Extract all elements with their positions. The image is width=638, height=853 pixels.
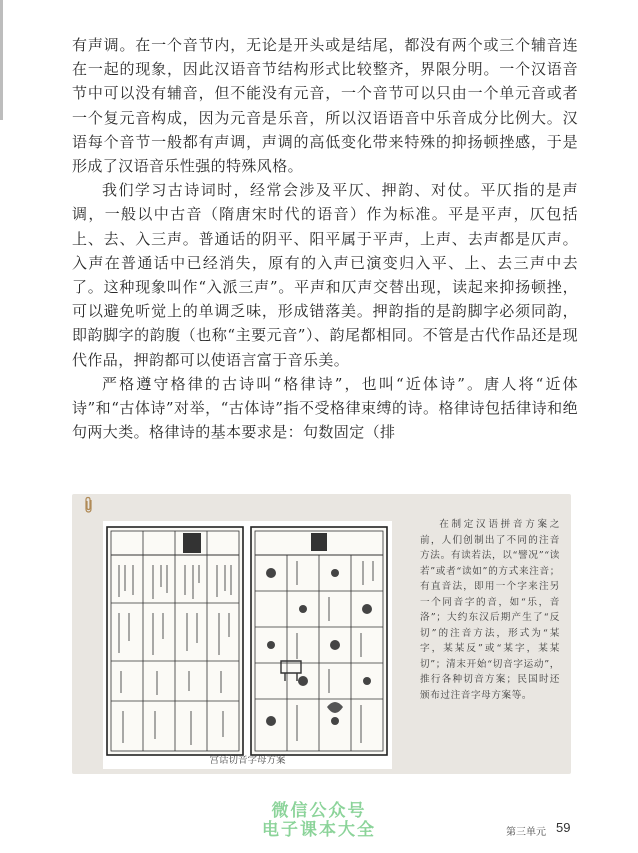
side-note: 在制定汉语拼音方案之前，人们创制出了不同的注音方法。有读若法，以“譬况”“读若”或者“读如”的方式来注音；有直音法，即用一个字来注另一个同音字的音，如“乐，音洛”；大约东汉后期产生了“反切”的注音方法，形式为“某字，某某反”或“某字，某某切”；清末开始“切音字运动”，推行各种切音方案；民国时还颁布过注音字母方案等。 — [420, 519, 560, 701]
paragraph-1: 有声调。在一个音节内，无论是开头或是结尾，都没有两个或三个辅音连在一起的现象，因此汉语音节结构形式比较整齐，界限分明。一个汉语音节中可以没有辅音，但不能没有元音，一个音节可以只由一个单元音或者一个复元音构成，因为元音是乐音，所以汉语语音中乐音成分比例大。汉语每个音节一般都有声调，声调的高低变化带来特殊的抑扬顿挫感，于是形成了汉语音乐性强的特殊风格。 — [72, 36, 578, 176]
paragraph-3: 严格遵守格律的古诗叫“格律诗”，也叫“近体诗”。唐人将“近体诗”和“古体诗”对举，“古体诗”指不受格律束缚的诗。格律诗包括律诗和绝句两大类。格律诗的基本要求是：句数固定（排 — [72, 374, 578, 442]
paragraph-2: 我们学习古诗词时，经常会涉及平仄、押韵、对仗。平仄指的是声调，一般以中古音（隋唐宋时代的语音）作为标准。平是平声，仄包括上、去、入三声。普通话的阴平、阳平属于平声，上声、去声都是仄声。入声在普通话中已经消失，原有的入声已演变归入平、上、去三声中去了。这种现象叫作“入派三声”。平声和仄声交替出现，读起来抑扬顿挫，可以避免听觉上的单调乏味，形成错落美。押韵指的是韵脚字必须同韵，即韵脚字的韵腹（也称“主要元音”）、韵尾都相同。不管是古代作品还是现代作品，押韵都可以使语言富于音乐美。 — [72, 181, 578, 369]
page-number: 59 — [556, 820, 571, 835]
document-scan-illustration — [103, 521, 392, 769]
figure-caption: 宫话切音字母方案 — [209, 755, 286, 766]
historical-document-image — [103, 521, 392, 769]
watermark-line-2: 电子课本大全 — [262, 820, 376, 840]
main-text — [72, 33, 578, 444]
unit-label: 第三单元 — [506, 827, 546, 838]
page-edge-mark — [0, 0, 3, 120]
paperclip-icon — [82, 496, 96, 514]
watermark-line-1: 微信公众号 — [271, 801, 367, 821]
